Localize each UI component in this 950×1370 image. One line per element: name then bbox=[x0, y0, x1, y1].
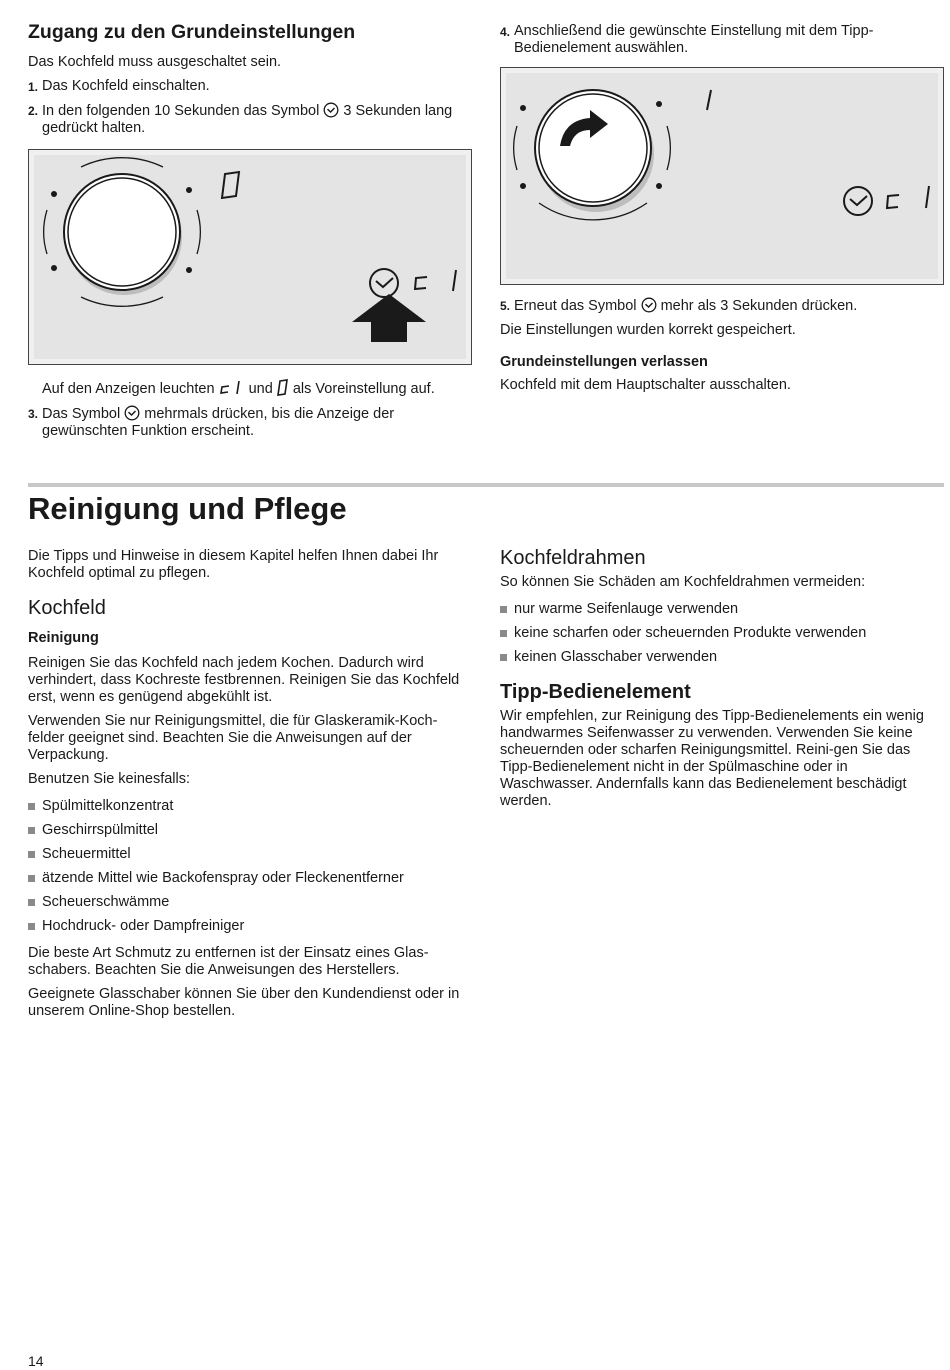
list-item: Geschirrspülmittel bbox=[28, 822, 473, 839]
frame-tips-list bbox=[500, 601, 940, 666]
list-item: Scheuermittel bbox=[28, 846, 473, 863]
display-note bbox=[28, 379, 473, 398]
paragraph: So können Sie Schäden am Kochfeldrahmen vermeiden: bbox=[500, 574, 866, 590]
step-number: 4. bbox=[500, 25, 511, 39]
care-right-section bbox=[500, 546, 940, 817]
list-item: keinen Glasschaber verwenden bbox=[500, 649, 940, 666]
exit-heading: Grundeinstellungen verlassen bbox=[500, 354, 708, 370]
paragraph: Verwenden Sie nur Reinigungsmittel, die für Glaskeramik-Koch-felder geeignet sind. Beachten Sie die Anweisungen auf der Verpackung. bbox=[28, 713, 438, 763]
list-item: ätzende Mittel wie Backofenspray oder Fleckenentferner bbox=[28, 870, 473, 887]
step-number: 3. bbox=[28, 407, 39, 421]
step-text: Erneut das Symbol bbox=[514, 298, 637, 314]
step-5 bbox=[500, 297, 940, 315]
paragraph: Geeignete Glasschaber können Sie über den Kundendienst oder in unserem Online-Shop bestellen. bbox=[28, 986, 460, 1019]
page-title: Reinigung und Pflege bbox=[28, 491, 347, 526]
step-4 bbox=[500, 23, 940, 57]
control-panel-diagram bbox=[28, 149, 472, 365]
step-text: Das Symbol bbox=[42, 406, 121, 422]
paragraph: Benutzen Sie keinesfalls: bbox=[28, 771, 191, 787]
step-1 bbox=[28, 78, 473, 95]
saved-text: Die Einstellungen wurden korrekt gespeichert. bbox=[500, 322, 796, 338]
display-c1-icon bbox=[219, 379, 245, 396]
control-panel-diagram-2 bbox=[500, 67, 944, 285]
step-number: 1. bbox=[28, 80, 39, 94]
list-item: Scheuerschwämme bbox=[28, 894, 473, 911]
step-3 bbox=[28, 405, 473, 440]
paragraph: Wir empfehlen, zur Reinigung des Tipp-Bedienelements ein wenig handwarmes Seifenwasser zu verwenden. Verwenden Sie keine scheuernden oder scharfen Reinigungsmittel. Reini-gen Sie das Tipp-Bedienelement nicht in der Spülmaschine oder in Waschwasser. Andernfalls kann das Bedienelement beschädigt werden. bbox=[500, 708, 924, 809]
settings-select-section bbox=[500, 20, 940, 401]
paragraph: Die beste Art Schmutz zu entfernen ist der Einsatz eines Glas-schabers. Beachten Sie die Anweisungen des Herstellers. bbox=[28, 945, 429, 978]
step-text: Das Kochfeld einschalten. bbox=[42, 78, 210, 94]
list-item: Hochdruck- oder Dampfreiniger bbox=[28, 918, 473, 935]
display-0-icon bbox=[277, 379, 289, 396]
step-text: In den folgenden 10 Sekunden das Symbol bbox=[42, 103, 320, 119]
heading-kochfeldrahmen: Kochfeldrahmen bbox=[500, 547, 646, 569]
note-text: als Voreinstellung auf. bbox=[292, 381, 435, 397]
step-text: mehrmals drücken, bis die Anzeige der gewünschten Funktion erscheint. bbox=[42, 406, 395, 439]
note-text: Auf den Anzeigen leuchten bbox=[42, 381, 215, 397]
section-divider bbox=[28, 483, 944, 487]
heading-reinigung: Reinigung bbox=[28, 630, 99, 646]
forbidden-list bbox=[28, 798, 473, 935]
rotate-arrow-icon bbox=[556, 106, 616, 156]
arrow-up-icon bbox=[349, 290, 429, 346]
paragraph: Reinigen Sie das Kochfeld nach jedem Kochen. Dadurch wird verhindert, dass Kochreste festbrennen. Reinigen Sie das Kochfeld erst, wenn es genügend abgekühlt ist. bbox=[28, 655, 460, 705]
timer-icon bbox=[124, 405, 140, 421]
step-text: 3 Sekunden lang gedrückt halten. bbox=[42, 103, 453, 136]
list-item: nur warme Seifenlauge verwenden bbox=[500, 601, 940, 618]
settings-access-section bbox=[28, 20, 473, 447]
heading-kochfeld: Kochfeld bbox=[28, 597, 106, 619]
section-title: Zugang zu den Grundeinstellungen bbox=[28, 21, 356, 43]
heading-tipp-bedienelement: Tipp-Bedienelement bbox=[500, 681, 691, 703]
timer-icon bbox=[641, 297, 657, 313]
step-number: 5. bbox=[500, 299, 511, 313]
note-text: und bbox=[248, 381, 273, 397]
step-text: Anschließend die gewünschte Einstellung mit dem Tipp-Bedienelement auswählen. bbox=[514, 23, 874, 56]
care-intro: Die Tipps und Hinweise in diesem Kapitel helfen Ihnen dabei Ihr Kochfeld optimal zu pflegen. bbox=[28, 548, 439, 581]
list-item: keine scharfen oder scheuernden Produkte verwenden bbox=[500, 625, 940, 642]
step-text: mehr als 3 Sekunden drücken. bbox=[660, 298, 858, 314]
care-left-section bbox=[28, 548, 473, 1027]
step-number: 2. bbox=[28, 104, 39, 118]
list-item: Spülmittelkonzentrat bbox=[28, 798, 473, 815]
intro-text: Das Kochfeld muss ausgeschaltet sein. bbox=[28, 54, 282, 70]
page-number: 14 bbox=[28, 1353, 44, 1369]
timer-icon bbox=[323, 102, 339, 118]
step-2 bbox=[28, 102, 473, 137]
knob-icon bbox=[501, 68, 943, 284]
exit-text: Kochfeld mit dem Hauptschalter ausschalten. bbox=[500, 377, 791, 393]
